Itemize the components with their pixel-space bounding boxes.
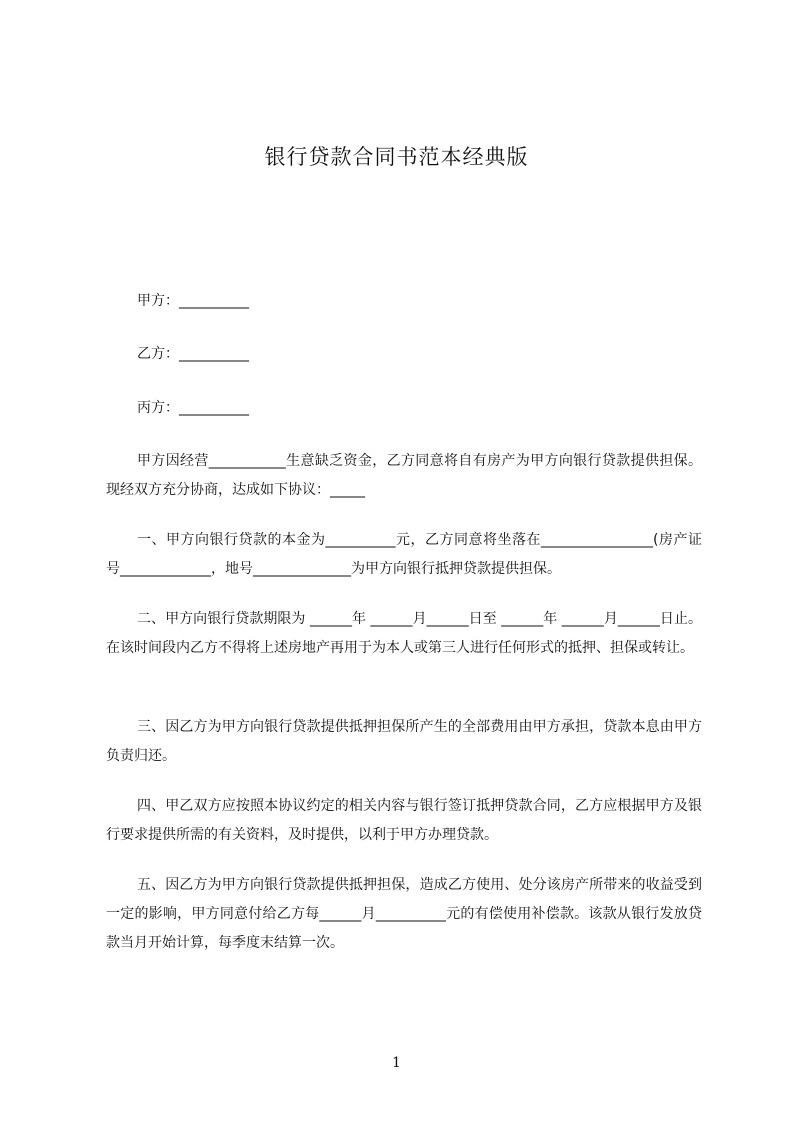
page-number: 1 bbox=[392, 1055, 401, 1071]
document-title: 银行贷款合同书范本经典版 bbox=[264, 145, 529, 169]
party-a-line: 甲方：__________ bbox=[137, 293, 249, 309]
clause-2-paragraph: 二、甲方向银行贷款期限为 ______年 ______月______日至 ______年 ______月______日止。在该时间段内乙方不得将上述房地产再用于为本人或第三人进行任何形式的抵押、担保或转让。 bbox=[106, 611, 702, 656]
clause-1-paragraph: 一、甲方向银行贷款的本金为__________元，乙方同意将坐落在________________(房产证号_____________，地号______________为甲方向银行抵押贷款提供担保。 bbox=[106, 532, 702, 577]
clause-3-paragraph: 三、因乙方为甲方向银行贷款提供抵押担保所产生的全部费用由甲方承担，贷款本息由甲方负责归还。 bbox=[106, 719, 702, 764]
clause-4-paragraph: 四、甲乙双方应按照本协议约定的相关内容与银行签订抵押贷款合同，乙方应根据甲方及银行要求提供所需的有关资料，及时提供，以利于甲方办理贷款。 bbox=[106, 798, 702, 843]
party-b-line: 乙方：__________ bbox=[137, 346, 249, 362]
intro-paragraph: 甲方因经营___________生意缺乏资金，乙方同意将自有房产为甲方向银行贷款提供担保。现经双方充分协商，达成如下协议：_____ bbox=[106, 453, 702, 498]
clause-5-paragraph: 五、因乙方为甲方向银行贷款提供抵押担保，造成乙方使用、处分该房产所带来的收益受到一定的影响，甲方同意付给乙方每______月__________元的有偿使用补偿款。该款从银行发放贷款当月开始计算，每季度末结算一次。 bbox=[106, 877, 702, 951]
party-c-line: 丙方：__________ bbox=[137, 400, 249, 416]
